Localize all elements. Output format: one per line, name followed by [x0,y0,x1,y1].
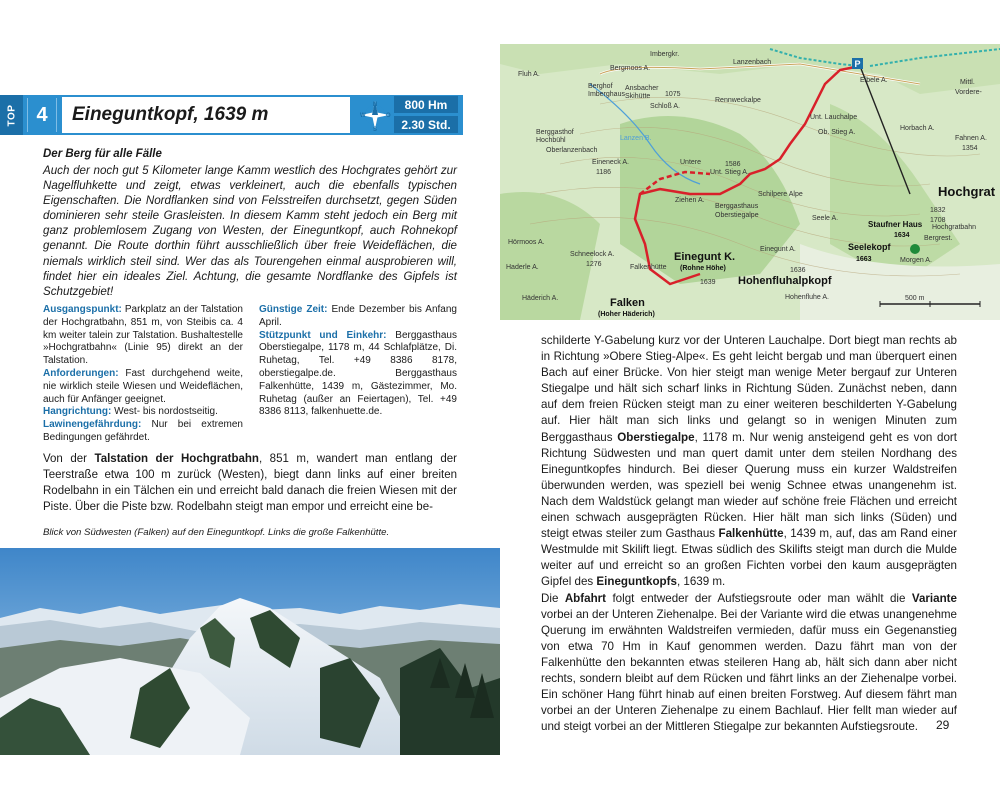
info-column-left [43,304,243,445]
map-scale-label: 500 m [905,295,925,302]
map-label-hochbuehl: Hochbühl [536,137,566,144]
map-label-hoher-haederich: (Hoher Häderich) [598,311,655,318]
compass-o: O [386,113,391,119]
route-right-p3: , 1439 m, auf, das am Rand einer Westmulde mit Skilift liegt. Etwas südlich des Skilifts steigt man durch die Mulde weiter auf und erreicht so an großen Fichten vorbei den kaum ausgeprägten Gipfel des [541,527,957,589]
map-label-mittl: Mittl. [960,79,975,86]
map-label-hohenfluh: Hohenfluhalpkopf [738,275,832,287]
map-label-eineneck: Eineneck A. [592,159,629,166]
avalanche-text: Nur bei extremen Bedingungen gefährdet. [43,419,243,443]
map-label-imberghaus: Imberghaus [588,91,625,98]
route-right-b2: Falkenhütte [718,527,784,541]
map-label-oberstiegalpe: Oberstiegalpe [715,212,759,219]
map-label-falkenhuette: Falkenhütte [630,264,667,271]
route-description-start [43,451,457,515]
route-right-p5b: folgt entweder der Aufstiegsroute oder man wählt die [606,591,912,605]
map-label-1354: 1354 [962,145,978,152]
route-description-continued [541,333,957,735]
huts-text: Berggasthaus Oberstiegalpe, 1178 m, 44 Schlafplätze, Di. Ruhetag, Tel. +49 8386 8178, oberstiegalpe.de. Berggasthaus Falkenhütte, 1439 m, Gästezimmer, Mo. Ruhetag (außer an Feiertagen), Tel. +49 8386 8113, falkenhuette.de. [259,329,457,418]
avalanche-label: Lawinengefährdung: [43,419,142,431]
map-label-untere: Untere [680,159,702,166]
season-text: Ende Dezember bis Anfang April. [259,304,457,328]
map-label-1639: 1639 [700,279,716,286]
map-label-eineguntk: Einegunt K. [674,251,736,263]
elevation-badge: 800 Hm [394,96,458,113]
route-left-text: , 851 m, wandert man entlang der Teerstraße etwa 100 m zurück (Westen), biegt dann links auf einer breiten Rodelbahn in ein Tälchen ein und erreicht bald danach die freien Wiesen mit der Piste. Über die Piste bzw. Rodelbahn steigt man empor und erreicht eine be- [43,453,457,513]
map-label-1186: 1186 [596,169,612,176]
map-label-horbach: Horbach A. [900,125,935,132]
season-label: Günstige Zeit: [259,304,328,315]
map-label-untlauch: Unt. Lauchalpe [810,114,858,121]
map-label-ziehen: Ziehen A. [675,197,705,204]
map-label-oblauch: Ob. Stieg A. [818,129,856,136]
intro-heading: Der Berg für alle Fälle [43,148,162,160]
aspect-label: Hangrichtung: [43,406,112,418]
map-label-bergrest: Bergrest. [924,235,953,242]
map-label-fluh: Fluh A. [518,71,540,78]
page-number: 29 [936,718,950,732]
duration-badge: 2.30 Std. [394,116,458,133]
top-tag: TOP [0,95,23,135]
compass-n: N [372,102,378,108]
map-label-hochgratbahn: Hochgratbahn [932,224,976,231]
map-label-oberlanzenbach: Oberlanzenbach [546,147,598,154]
map-label-falken: Falken [610,297,645,309]
start-label: Ausgangspunkt: [43,304,122,315]
map-label-hochgrat: Hochgrat [938,184,996,199]
map-label-haederich: Häderich A. [522,295,559,302]
title-box [62,97,350,133]
compass-s: S [372,127,378,133]
map-label-schilpere: Schilpere Alpe [758,191,803,198]
map-label-rohne: (Rohne Höhe) [680,265,726,272]
start-text: Parkplatz an der Talstation der Hochgratbahn, 851 m, von Steibis ca. 4 km weiter talein zur Talstation. Bushaltestelle »Hochgratbahn« (Linie 95) direkt an der Talstation. [43,304,243,367]
map-label-imberg: Imbergkr. [650,51,680,58]
map-parking-label: P [854,59,861,69]
map-label-1075: 1075 [665,91,681,98]
route-right-p5a: Die [541,591,565,605]
route-left-bold: Talstation der Hochgratbahn [94,453,259,465]
map-label-seelekopf-ele: 1663 [856,256,872,263]
page-title: Eineguntkopf, 1639 m [72,104,269,125]
route-right-b5: Variante [911,591,957,605]
map-label-fahnen: Fahnen A. [955,135,987,142]
map-label-skihuette: Skihütte [625,93,651,100]
map-label-vordere: Vordere- [955,89,982,96]
map-label-lanzenb: Lanzen B. [620,135,652,142]
route-right-p1: schilderte Y-Gabelung kurz vor der Unteren Lauchalpe. Dort biegt man rechts ab in Richtung »Obere Stieg-Alpe«. Es geht leicht bergab und man überquert einen Bach auf einer Brücke. Von hier steigt man wenige Meter bergauf zur Unteren Stiegalpe und hält sich scharf links in Richtung Süden. Zunächst neben, dann auf dem freien Rücken steigt man zu einer weiteren beschilderten Y-Gabelung auf. Hier hält man sich links und gelangt so in wenigen Minuten zum Berggasthaus [541,334,957,444]
aspect-text: West- bis nordostseitig. [114,406,218,418]
map-label-eibele: Eibele A. [860,77,888,84]
map-label-lanzenbach: Lanzenbach [733,59,772,66]
route-right-b1: Oberstiegalpe [617,430,695,444]
map-label-hoermoos: Hörmoos A. [508,239,545,246]
map-label-morgen: Morgen A. [900,257,932,264]
huts-label: Stützpunkt und Einkehr: [259,329,387,341]
intro-text: Auch der noch gut 5 Kilometer lange Kamm westlich des Hochgrates gehört zur Nagelfluhkette und zeigt, etwas verkleinert, auch die ebenfalls typischen Eigenschaften. Die Nordflanken sind von Felsstreifen durchsetzt, gegen Süden dominieren sehr steile Grasleisten. In diesem Kamm steht jedoch ein Berg mit ganz problemlosem Zugang von Westen, der Eineguntkopf, auch Rohnekopf genannt. Die Route dorthin führt ausschließlich über freie Weideflächen, die niemals wirklich steil sind. Wer das als Tourengehen einmal ausprobieren will, findet hier ein ideales Ziel. Achtung, die gesamte Nordflanke des Gipfels ist Schutzgebiet! [43,164,457,298]
tour-number: 4 [27,98,57,132]
mountain-photo [0,548,500,755]
map-label-ansbacher: Ansbacher [625,85,659,92]
requirements-text: Fast durchgehend weite, nie wirklich steile Wiesen und Weideflächen, auch für Anfänger geeignet. [43,367,244,405]
route-right-p2: , 1178 m. Nur wenig ansteigend geht es von dort Richtung Südwesten und man quert damit unter dem steilen Nordhang des Eineguntkopfes hindurch. Bei dieser Querung muss ein kurzer Waldstreifen überwunden werden, was speziell bei wenig Schnee etwas unangenehm ist. Nach dem Waldstück gelangt man wieder auf schöne freie Flächen und erreicht einen schwach ausgeprägten Rücken. Hier hält man sich links (Süden) und steigt etwas steiler zum Gasthaus [541,430,958,541]
map-label-seele: Seele A. [812,215,839,222]
map-label-einegunt-a: Einegunt A. [760,246,796,253]
map-label-haderle: Haderle A. [506,264,539,271]
map-label-1586: 1586 [725,161,741,168]
route-right-b3: Eineguntkopfs [596,575,677,589]
compass-w: W [360,113,366,119]
map-label-1276: 1276 [586,261,602,268]
map-label-staufner-ele: 1634 [894,232,910,239]
info-column-right [259,304,457,419]
map-label-hochgrat-ele: 1832 [930,207,946,214]
map-label-hohenfluhe: Hohenfluhe A. [785,294,829,301]
map-label-rennweck: Rennweckalpe [715,97,761,104]
route-right-p4: , 1639 m. [676,575,726,589]
map-label-seelekopf: Seelekopf [848,242,891,252]
requirements-label: Anforderungen: [43,367,119,379]
photo-caption: Blick von Südwesten (Falken) auf den Eineguntkopf. Links die große Falkenhütte. [43,527,390,538]
map-label-schloss: Schloß A. [650,103,680,110]
map-label-untstieg: Unt. Stieg A. [710,169,749,176]
route-map [500,44,1000,320]
route-left-pre: Von der [43,453,95,465]
route-right-b4: Abfahrt [564,591,607,605]
map-label-bergmoos: Bergmoos A. [610,65,651,72]
route-right-p5c: vorbei an der Unteren Ziehenalpe. Bei der Variante wird die etwas unangenehme Querung im erwähnten Waldstreifen vermieden, dafür muss ein Gegenanstieg von etwa 70 Hm in Kauf genommen werden. Dazu fährt man von der Falkenhütte den bekannten etwas steileren Hang ab, hält sich dann aber nicht rechts, sondern bleibt auf dem Rücken und fährt links an der Ziehenalpe vorbei. Ein schöner Hang führt hinab auf einen breiten Forstweg. Auf diesem fährt man vorbei an der Unteren Ziehenalpe zu einem Bachlauf. Hier fellt man wieder auf und steigt vorbei an der Mittleren Stiegalpe zur bekannten Aufstiegsroute. [541,607,957,734]
map-label-berggasthaus: Berggasthaus [715,203,759,210]
map-label-berghof: Berghof [588,83,613,90]
map-label-schneelock: Schneelock A. [570,251,615,258]
map-label-berggasthof: Berggasthof [536,129,574,136]
map-label-1636: 1636 [790,267,806,274]
map-label-1708: 1708 [930,217,946,224]
compass-icon [357,97,393,133]
map-label-staufner: Staufner Haus [868,220,923,229]
